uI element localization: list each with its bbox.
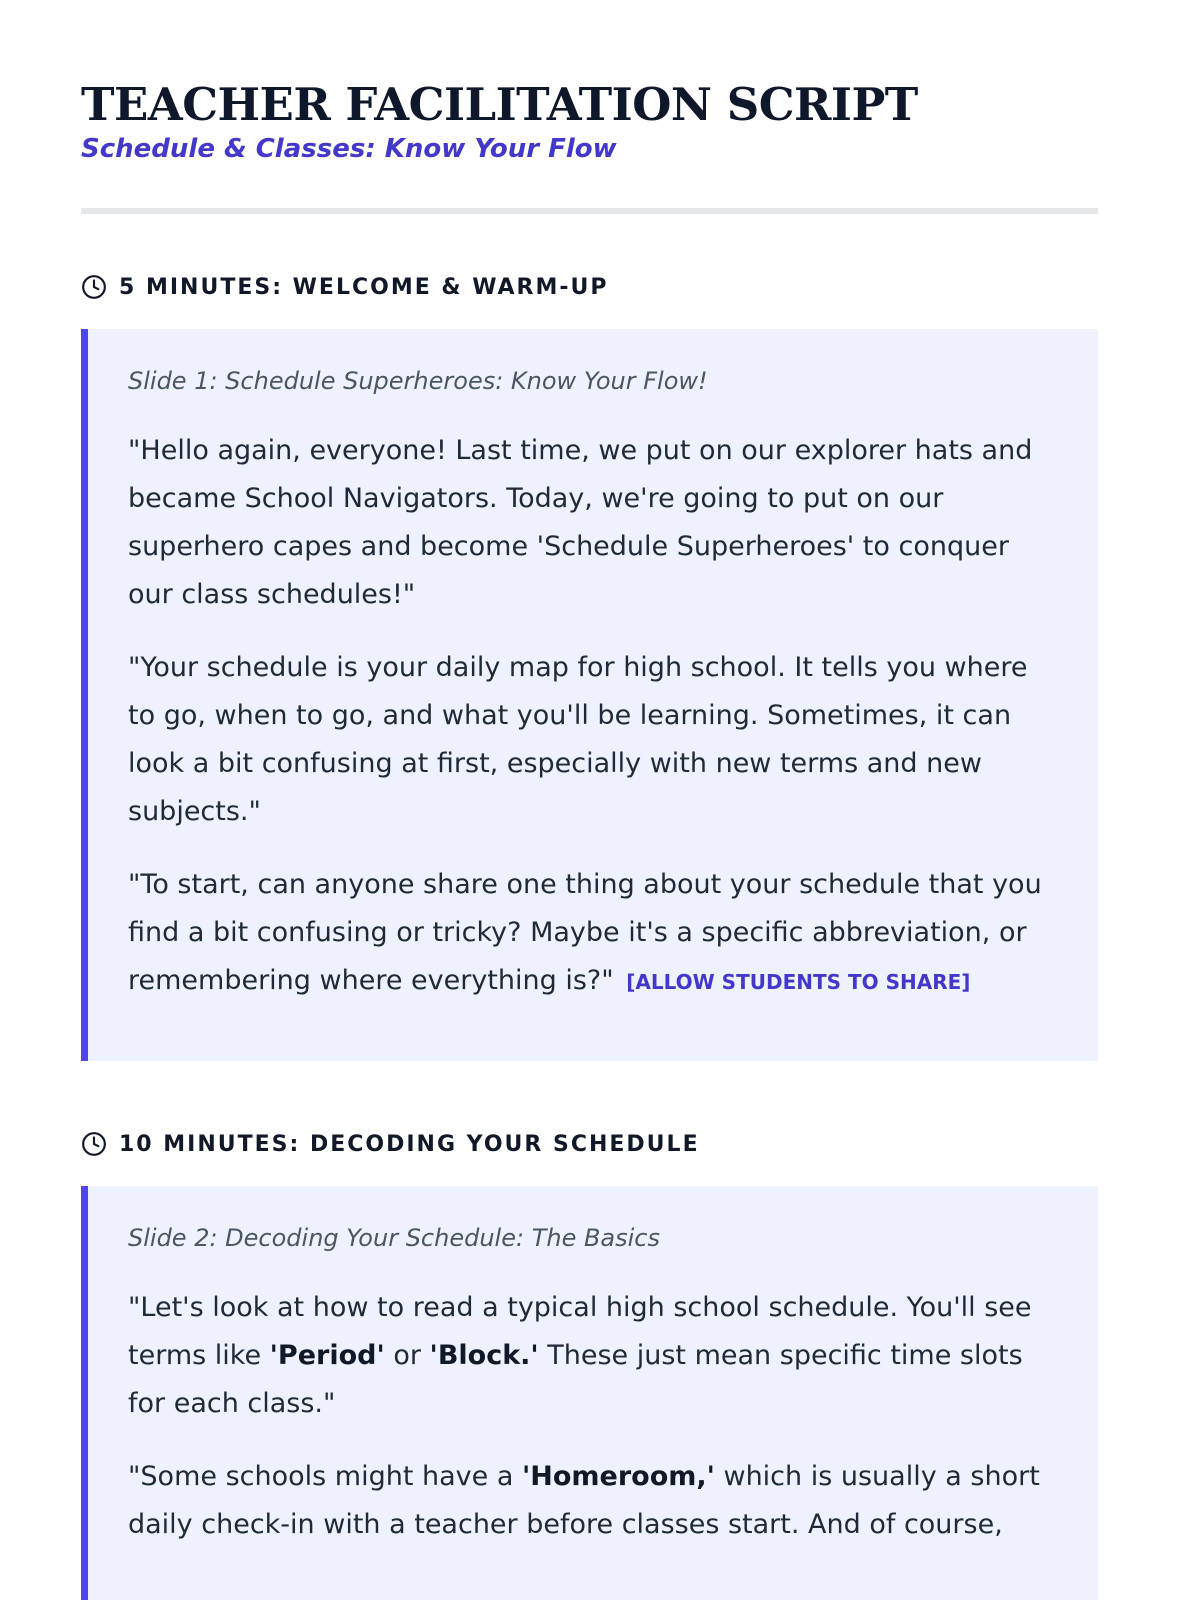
section-heading-label: 5 MINUTES: WELCOME & WARM-UP	[119, 274, 609, 300]
script-paragraph: "Hello again, everyone! Last time, we put on our explorer hats and became School Navigators. Today, we're going to put on our superhero capes and become 'Schedule Superheroes' to conquer our class schedules!"	[128, 435, 1033, 610]
text-run: "Some schools might have a	[128, 1461, 522, 1492]
header-divider	[81, 208, 1098, 214]
script-paragraph: "Your schedule is your daily map for high school. It tells you where to go, when to go, and what you'll be learning. Sometimes, it can look a bit confusing at first, especially with new terms and new subjects."	[128, 652, 1028, 827]
stage-direction-cue: [ALLOW STUDENTS TO SHARE]	[626, 970, 971, 994]
section-decoding-schedule	[81, 1129, 1098, 1600]
page-title: TEACHER FACILITATION SCRIPT	[81, 78, 918, 131]
section-heading	[81, 272, 1098, 302]
text-run: which is usually a short daily check-in with a teacher before classes start. And of course,	[128, 1461, 1040, 1540]
page-subtitle: Schedule & Classes: Know Your Flow	[81, 134, 617, 164]
slide-label: Slide 1: Schedule Superheroes: Know Your Flow!	[128, 367, 708, 395]
script-box	[81, 329, 1098, 1061]
script-box	[81, 1186, 1098, 1600]
script-paragraph	[128, 1453, 1058, 1549]
clock-icon	[81, 1131, 107, 1157]
document-header	[81, 0, 1098, 214]
section-heading	[81, 1129, 1098, 1159]
text-run: "Let's look at how to read a typical high school schedule. You'll see terms like	[128, 1292, 1032, 1371]
term-block: 'Block.'	[429, 1340, 539, 1371]
text-run: These just mean specific time slots for each class."	[128, 1340, 1023, 1419]
term-homeroom: 'Homeroom,'	[521, 1461, 715, 1492]
script-paragraph	[128, 1284, 1058, 1428]
section-heading-label: 10 MINUTES: DECODING YOUR SCHEDULE	[119, 1131, 700, 1157]
slide-label: Slide 2: Decoding Your Schedule: The Basics	[128, 1224, 661, 1252]
clock-icon	[81, 274, 107, 300]
script-paragraph-text: "To start, can anyone share one thing about your schedule that you find a bit confusing or tricky? Maybe it's a specific abbreviation, or remembering where everything is?"	[128, 869, 1042, 996]
term-period: 'Period'	[269, 1340, 385, 1371]
section-welcome-warmup	[81, 272, 1098, 1061]
script-paragraph	[128, 861, 1058, 1006]
text-run: or	[384, 1340, 430, 1371]
